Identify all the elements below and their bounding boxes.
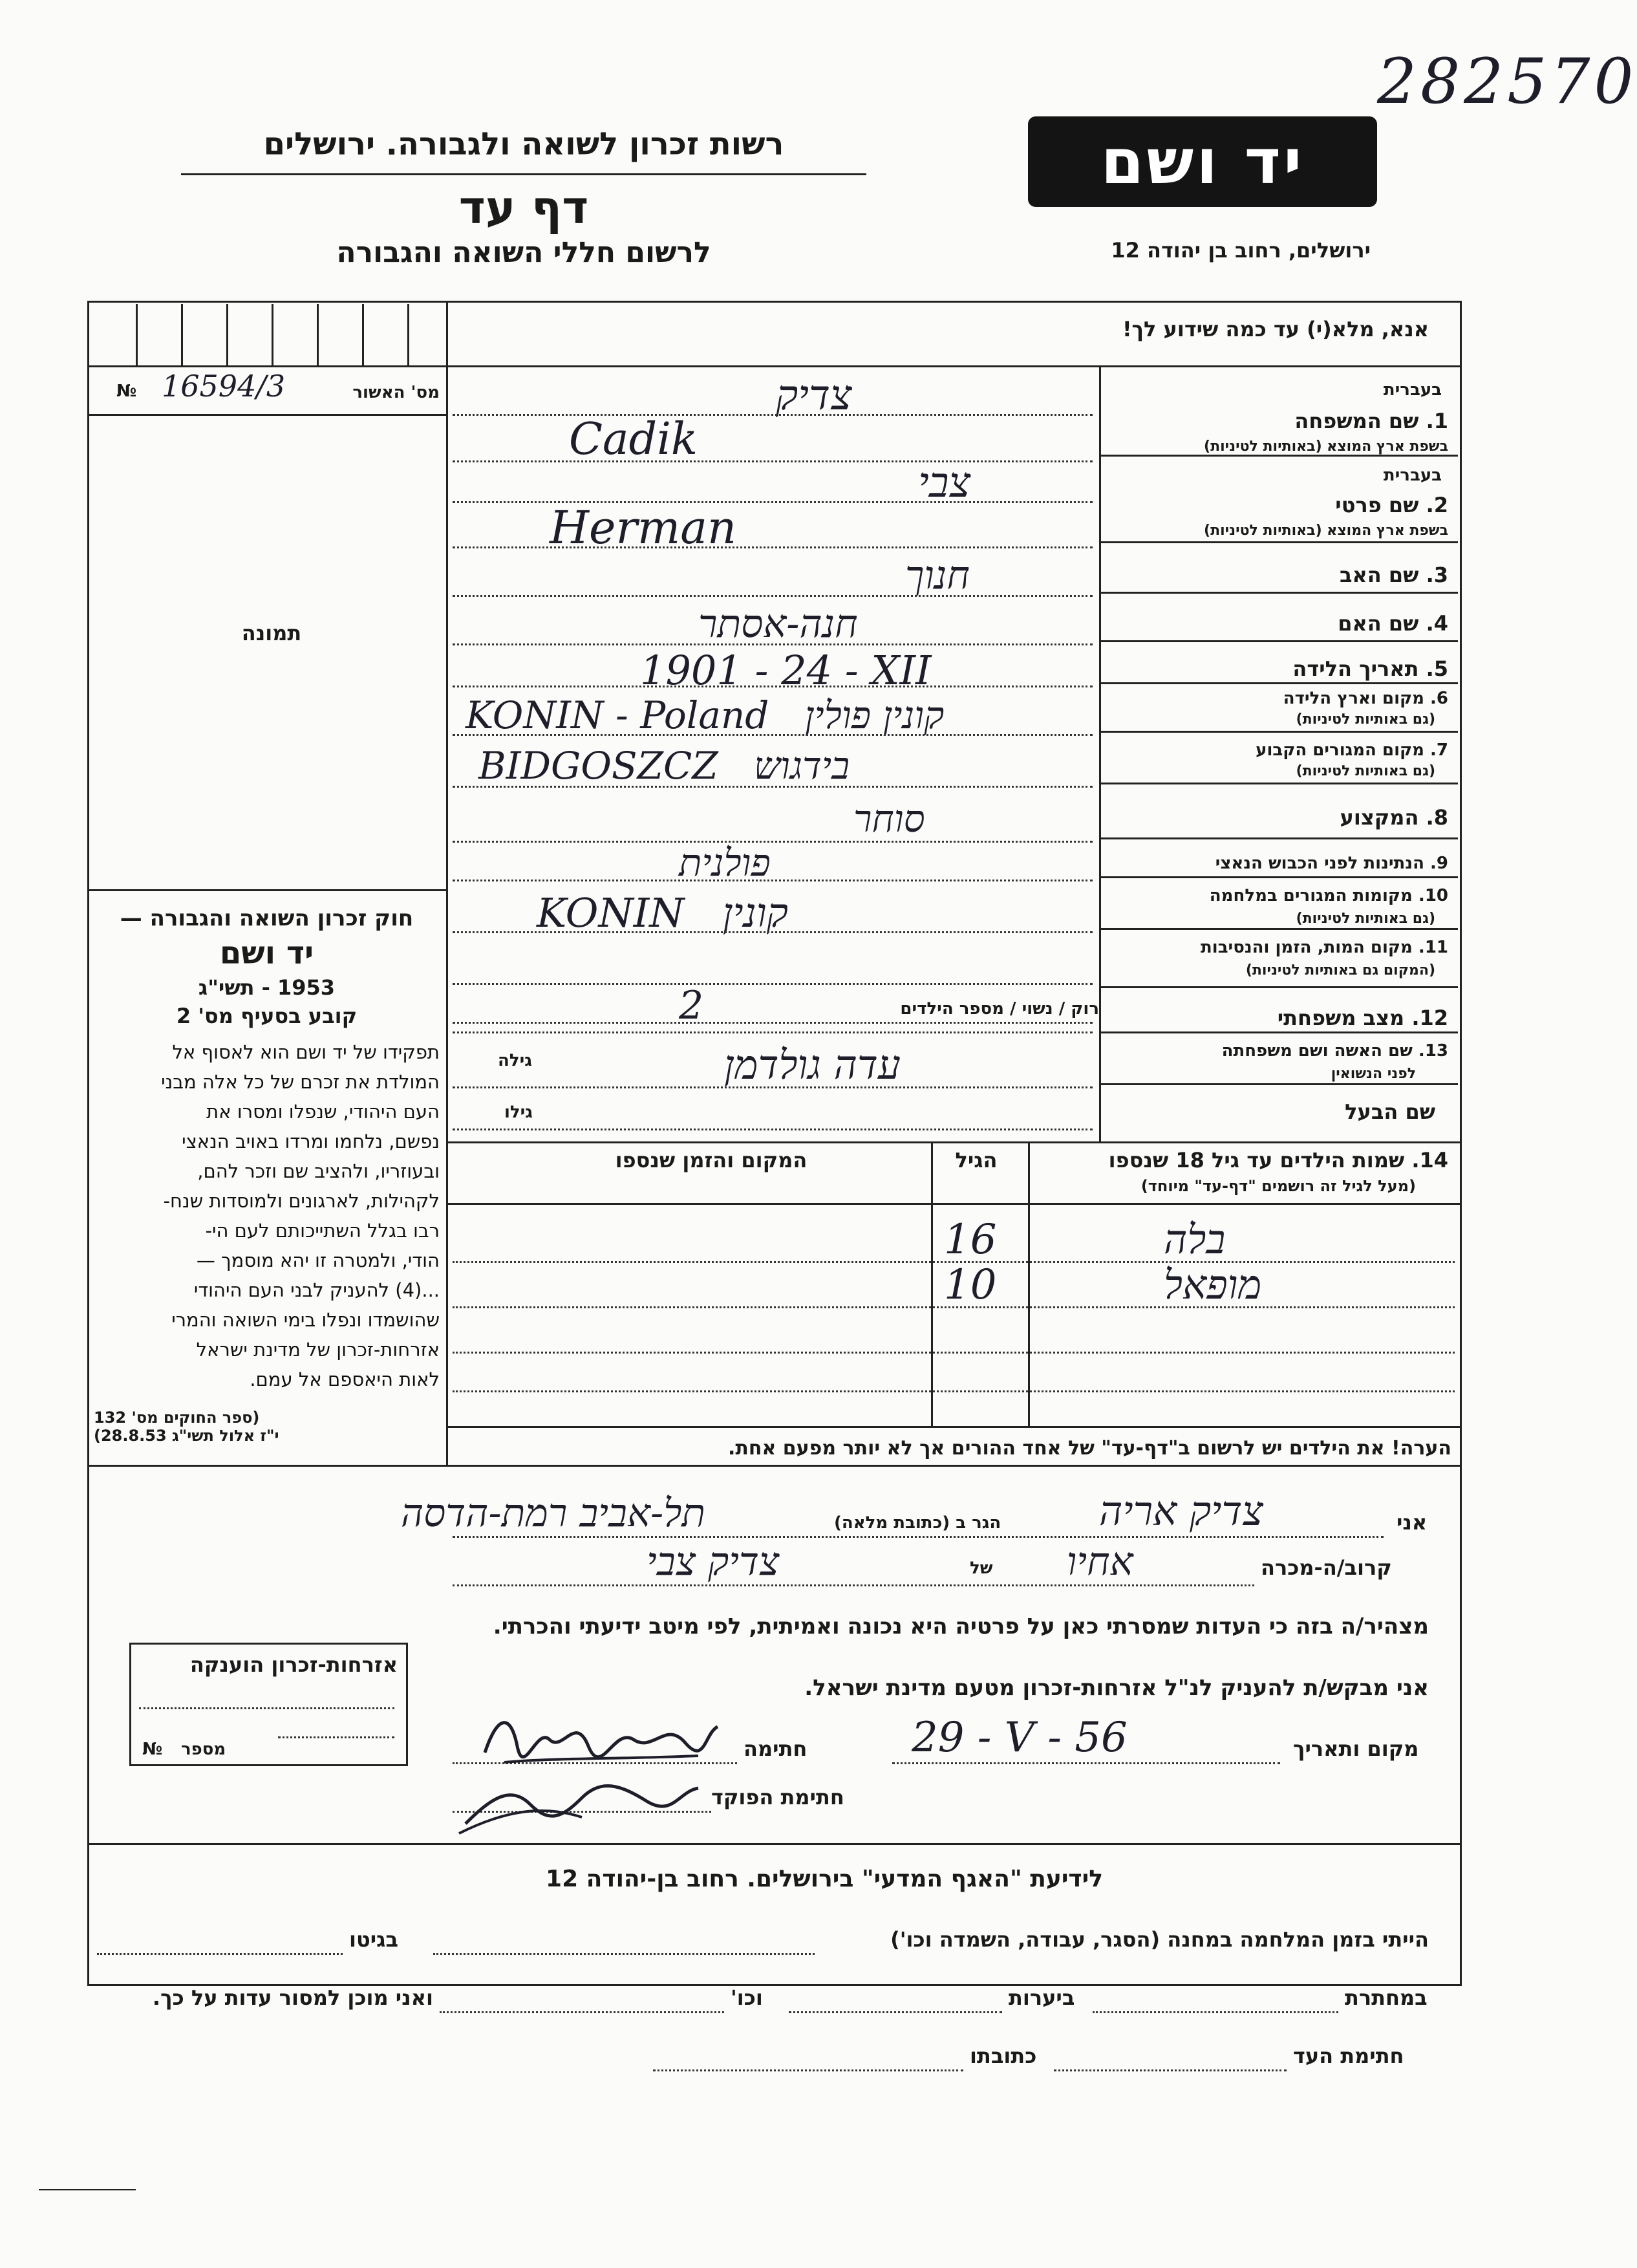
header-address: ירושלים, רחוב בן יהודה 12: [1111, 238, 1371, 263]
field-13-label: 13. שם האשה ושם משפחתה: [1221, 1041, 1448, 1061]
law-title: חוק זכרון השואה והגבורה —: [120, 905, 414, 931]
field-7-sub: (גם באותיות לטיניות): [1296, 763, 1435, 779]
info-line1-b: בגיטו: [349, 1927, 398, 1952]
field-6-sub: (גם באותיות לטיניות): [1296, 711, 1435, 728]
marital-options: רוק / נשוי / מספר הילדים: [900, 999, 1099, 1019]
field-2-value-latin[interactable]: Herman: [550, 501, 737, 554]
of-value[interactable]: צדיק צבי: [647, 1539, 780, 1584]
ani-line: [453, 1536, 1384, 1538]
field-1-value-latin[interactable]: Cadik: [569, 414, 698, 465]
field-13-value[interactable]: עדה גולדמן: [724, 1041, 901, 1088]
husband-label: שם הבעל: [1345, 1099, 1435, 1124]
field-3-value[interactable]: חנוך: [905, 553, 970, 598]
info-line2-b: ביערות: [1009, 1985, 1075, 2010]
child-row-4-line: [453, 1390, 1455, 1392]
field-10-value[interactable]: KONIN קונין: [537, 889, 788, 936]
registration-underline: [87, 414, 446, 416]
children-header-rule: [446, 1203, 1460, 1205]
law-line: אזרחות-זכרון של מדינת ישראל: [196, 1339, 440, 1361]
husband-age-label: גילו: [504, 1103, 533, 1122]
child-1-age[interactable]: 16: [944, 1216, 997, 1264]
field-13-sub: לפני הנשואין: [1331, 1066, 1416, 1082]
date-line: [892, 1762, 1280, 1764]
child-row-3-line: [453, 1352, 1455, 1354]
wife-age-label: גילה: [498, 1051, 532, 1070]
children-age-header: הגיל: [955, 1148, 998, 1172]
field-1-line: [453, 414, 1093, 416]
info-line2-c: וכו': [731, 1985, 763, 2010]
field-7-value[interactable]: BIDGOSZCZ בידגוש: [478, 744, 850, 788]
form-title: דף עד: [458, 181, 589, 234]
info-line2-dots-2: [789, 2011, 1002, 2013]
registration-label: מס' האשור: [352, 383, 440, 402]
field-11-line: [453, 983, 1093, 985]
children-sub: (מעל לגיל זה רושמים "דף-עד" מיוחד): [1140, 1177, 1416, 1195]
law-body: [94, 1037, 440, 1394]
declaration-statement: מצהיר/ה בזה כי העדות שמסרתי כאן על פרטיה היא נכונה ואמיתית, לפי מיטב ידיעתי והכרתי.: [493, 1614, 1429, 1639]
yad-vashem-logo: יד ושם: [1028, 116, 1377, 207]
field-7-line: [453, 786, 1093, 788]
field-2-line: [453, 501, 1093, 503]
ani-value[interactable]: צדיק אריה: [1099, 1487, 1263, 1535]
field-8-label: 8. המקצוע: [1340, 805, 1448, 830]
registration-value[interactable]: 16594/3: [162, 369, 286, 404]
field-8-line: [453, 841, 1093, 843]
instruction-text: אנא, מלא(י) עד כמה שידוע לך!: [1122, 317, 1429, 341]
field-7-label: 7. מקום המגורים הקבוע: [1256, 740, 1448, 760]
info-line1-dots-2: [97, 1953, 343, 1955]
field-11-label: 11. מקום המות, הזמן והנסיבות: [1201, 938, 1448, 957]
archive-number: 282570: [1377, 45, 1637, 118]
field-3-label: 3. שם האב: [1339, 563, 1448, 587]
law-org: יד ושם: [219, 935, 314, 971]
field-2-latin-line: [453, 546, 1093, 548]
field-2-value-hebrew[interactable]: צבי: [918, 459, 971, 507]
law-line: ובעוזריו, ולהציב שם וזכר להם,: [197, 1160, 440, 1182]
in-hebrew-label: בעברית: [1383, 380, 1442, 400]
date-value[interactable]: 29 - V - 56: [912, 1714, 1128, 1762]
children-place-header: המקום והזמן שנספו: [615, 1148, 808, 1172]
field-4-label: 4. שם האם: [1338, 611, 1448, 636]
field-5-value[interactable]: 1901 - 24 - XII: [640, 647, 932, 694]
relative-label: קרוב/ה-מכרה: [1261, 1555, 1392, 1580]
law-line: הודי, ולמטרה זו יהא מוסמך —: [196, 1249, 440, 1271]
field-6-value[interactable]: KONIN - Poland קונין פולין: [465, 693, 945, 737]
field-8-value[interactable]: סוחר: [853, 797, 925, 841]
field-9-line: [453, 880, 1093, 881]
children-title: 14. שמות הילדים עד גיל 18 שנספו: [1108, 1148, 1448, 1172]
field-3-line: [453, 595, 1093, 597]
law-line: לקהילות, לארגונים ולמוסדות שנח-: [163, 1190, 440, 1212]
law-line: המולדת את זכרם של כל אלה מבני: [161, 1071, 440, 1093]
info-line3-dots-2: [653, 2069, 963, 2071]
field-5-line: [453, 686, 1093, 687]
citizenship-line-1: [139, 1707, 394, 1709]
child-2-age[interactable]: 10: [944, 1261, 997, 1309]
field-6-line: [453, 734, 1093, 736]
of-label: של: [970, 1559, 993, 1578]
field-4-line: [453, 643, 1093, 645]
info-line2-dots-1: [1093, 2011, 1338, 2013]
citizenship-number-prefix: №: [142, 1740, 163, 1759]
registration-rule: [87, 365, 446, 367]
law-line: נפשם, נלחמו ומרדו באויב הנאצי: [182, 1130, 440, 1152]
info-line3-dots-1: [1054, 2069, 1287, 2071]
info-line2-a: במחתרת: [1345, 1985, 1428, 2010]
info-line2-d: ואני מוכן למסור עדות על כך.: [152, 1985, 433, 2010]
field-11-line-2: [453, 1022, 1093, 1024]
label-row-rules: [1099, 365, 1458, 1141]
citizenship-title: אזרחות-זכרון הוענקה: [189, 1652, 398, 1677]
form-subtitle: לרשום חללי השואה והגבורה: [336, 236, 711, 269]
field-12-label: 12. מצב משפחתי: [1277, 1006, 1448, 1030]
declaration-request: אני מבקש/ת להעניק לנ"ל אזרחות-זכרון מטעם מדינת ישראל.: [804, 1675, 1429, 1701]
field-1-value-hebrew[interactable]: צדיק: [776, 372, 852, 420]
relative-value[interactable]: אחיו: [1067, 1539, 1133, 1584]
children-col-2: [931, 1141, 933, 1426]
ani-label: אני: [1396, 1510, 1428, 1535]
info-line1-a: הייתי בזמן המלחמה במחנה (הסגר, עבודה, השמדה וכו'): [890, 1927, 1429, 1952]
citizenship-line-2: [278, 1736, 394, 1738]
field-4-value[interactable]: חנה-אסתר: [698, 601, 858, 647]
photo-label: תמונה: [241, 621, 302, 645]
law-source: (ספר החוקים מס' 132: [94, 1409, 260, 1427]
left-column-divider: [446, 301, 448, 1465]
in-hebrew-label-2: בעברית: [1383, 466, 1442, 485]
law-line: ...(4) להעניק לבני העם היהודי: [193, 1279, 440, 1301]
registration-prefix: №: [116, 382, 137, 401]
law-line: העם היהודי, שנפלו ומסרו את: [206, 1101, 440, 1123]
photo-area-bottom: [87, 889, 446, 891]
info-line3-b: כתובתו: [970, 2044, 1037, 2068]
declaration-top: [87, 1465, 446, 1467]
field-5-label: 5. תאריך הלידה: [1292, 656, 1448, 681]
info-line1-dots: [433, 1953, 815, 1955]
child-row-2-line: [453, 1306, 1455, 1308]
children-col-1: [1028, 1141, 1030, 1426]
registration-boxes: [91, 304, 443, 365]
children-table-top: [446, 1141, 1460, 1143]
officer-label: חתימת הפוקד: [711, 1785, 844, 1809]
field-10-sub: (גם באותיות לטיניות): [1296, 911, 1435, 927]
place-date-label: מקום ותאריך: [1293, 1736, 1419, 1761]
header-rule: [181, 173, 866, 175]
law-line: תפקידו של יד ושם הוא לאסוף אל: [172, 1041, 440, 1063]
child-2-name[interactable]: מופאל: [1164, 1261, 1262, 1308]
field-1-latin-line: [453, 460, 1093, 462]
resides-value[interactable]: תל-אביב רמת-הדסה: [401, 1491, 705, 1536]
field-9-value[interactable]: פולנית: [679, 841, 771, 885]
officer-signature: [453, 1759, 711, 1837]
law-line: רבו בגלל השתייכותם לעם הי-: [205, 1220, 440, 1242]
child-1-name[interactable]: בלה: [1164, 1216, 1226, 1263]
page-footer-rule: [39, 2189, 136, 2190]
field-13-line: [453, 1086, 1093, 1088]
husband-line: [453, 1129, 1093, 1130]
signature-label: חתימה: [744, 1736, 808, 1761]
children-count[interactable]: 2: [679, 983, 704, 1028]
field-6-label: 6. מקום וארץ הלידה: [1283, 689, 1448, 708]
authority-heading: רשות זכרון לשואה ולגבורה. ירושלים: [263, 126, 784, 162]
law-panel: [94, 905, 440, 1445]
children-table-bottom: [446, 1426, 1460, 1428]
relative-line: [453, 1584, 1254, 1586]
info-line2-dots-3: [440, 2011, 724, 2013]
field-10-label: 10. מקומות המגורים במלחמה: [1209, 886, 1448, 905]
field-12-line: [453, 1031, 1093, 1033]
law-year-line: 1953 - תשי"ג: [198, 975, 336, 1000]
children-note: הערה! את הילדים יש לרשום ב"דף-עד" של אחד ההורים אך לא יותר מפעם אחת.: [727, 1437, 1451, 1460]
law-source-date: י"ז אלול תשי"ג 28.8.53): [94, 1427, 279, 1445]
law-clause: קובע בסעיף מס' 2: [176, 1004, 358, 1028]
field-9-label: 9. הנתינות לפני הכבוש הנאצי: [1215, 854, 1448, 873]
declaration-bottom: [87, 1843, 1460, 1845]
field-1-sub: בשפת ארץ המוצא (באותיות לטיניות): [1204, 438, 1448, 455]
law-line: לאות היאספם אל עמם.: [250, 1368, 440, 1390]
field-10-line: [453, 931, 1093, 933]
field-2-sub: בשפת ארץ המוצא (באותיות לטיניות): [1204, 523, 1448, 539]
law-line: שהושמדו ונפלו בימי השואה והמרי: [171, 1309, 440, 1331]
info-title: לידיעת "האגף המדעי" בירושלים. רחוב בן-יהודה 12: [546, 1866, 1103, 1892]
field-1-label: 1. שם המשפחה: [1294, 409, 1448, 433]
resides-label: הגר ב (כתובת מלאה): [834, 1513, 1001, 1533]
field-2-label: 2. שם פרטי: [1335, 493, 1448, 517]
field-11-sub: (המקום גם באותיות לטיניות): [1245, 962, 1435, 978]
note-rule: [446, 1465, 1460, 1467]
citizenship-number-label: מספר: [181, 1740, 226, 1759]
info-line3-a: חתימת העד: [1293, 2044, 1404, 2068]
